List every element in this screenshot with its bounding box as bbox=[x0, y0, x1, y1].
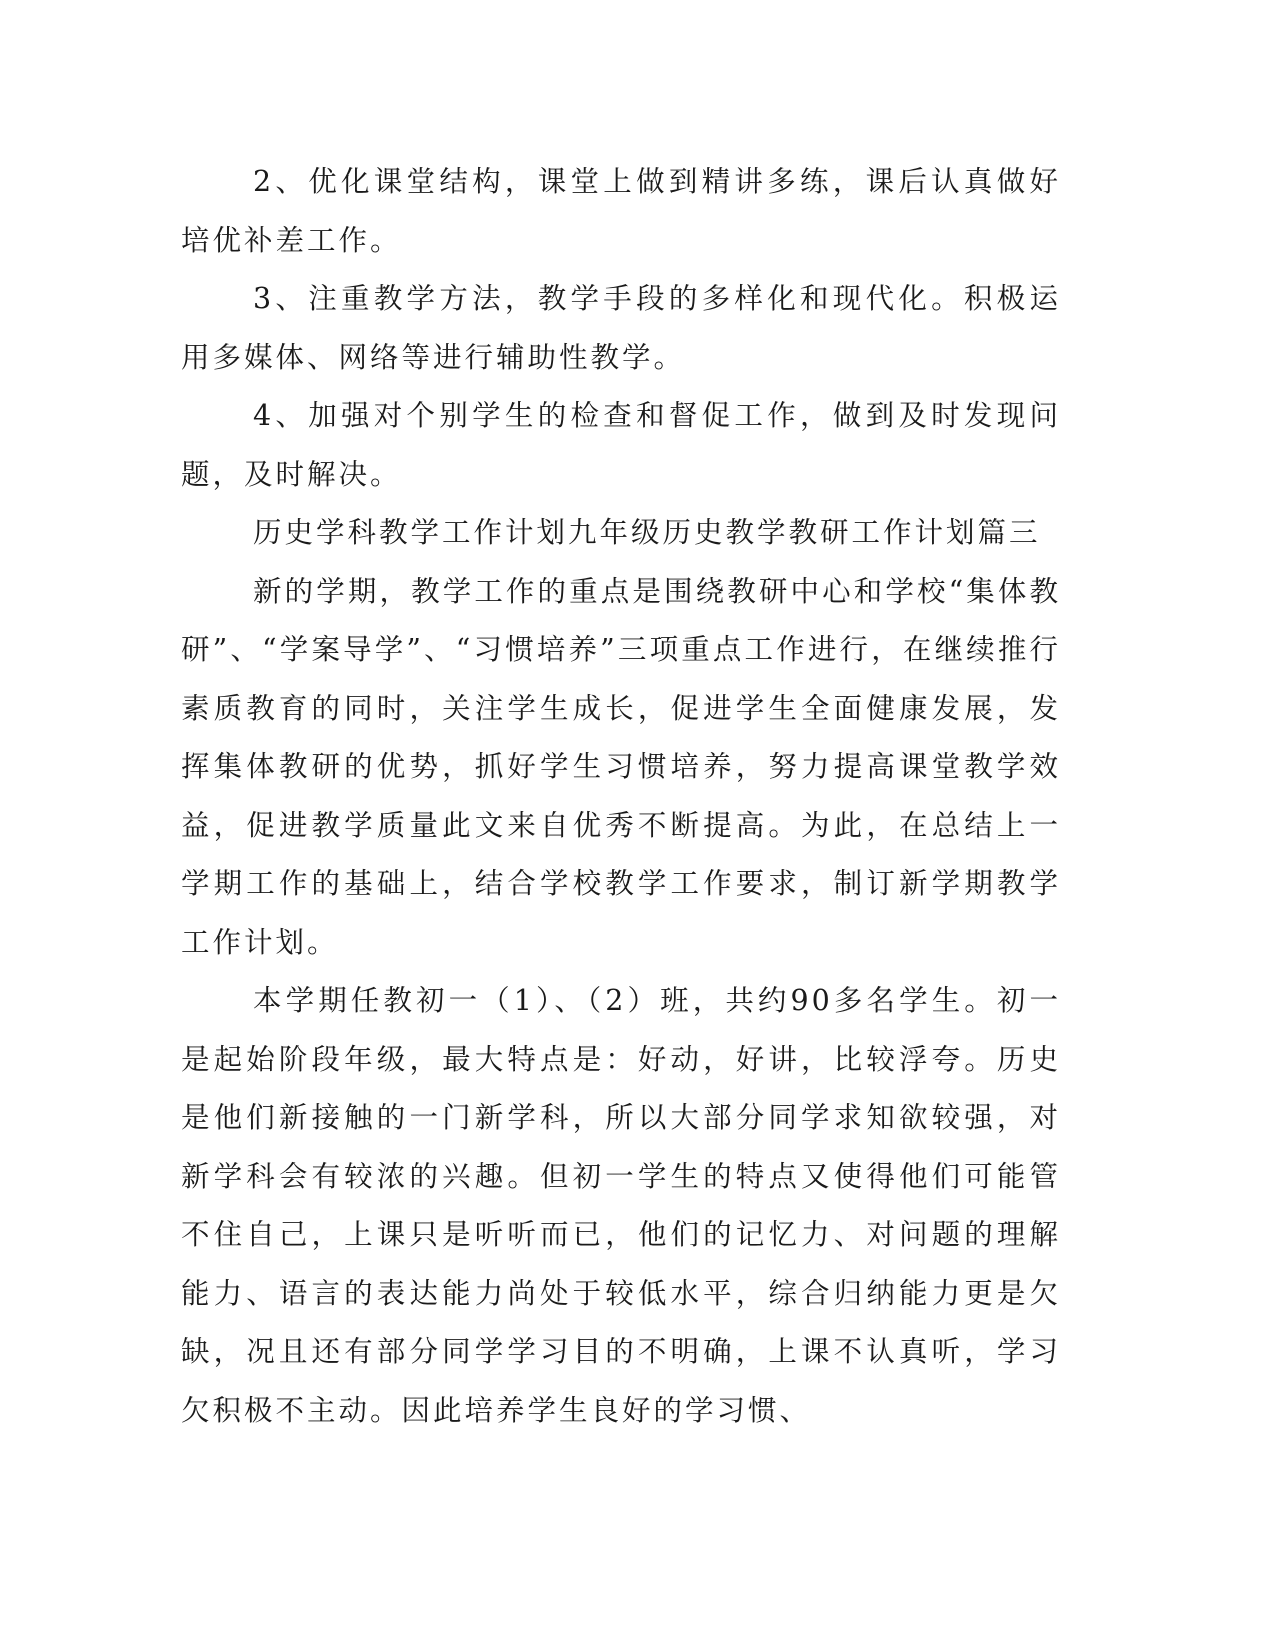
paragraph-item-3: 3、注重教学方法，教学手段的多样化和现代化。积极运用多媒体、网络等进行辅助性教学。 bbox=[181, 282, 1061, 374]
paragraph-item-4: 4、加强对个别学生的检查和督促工作，做到及时发现问题，及时解决。 bbox=[181, 399, 1061, 491]
paragraph-intro: 新的学期，教学工作的重点是围绕教研中心和学校“集体教研”、“学案导学”、“习惯培养”三项重点工作进行，在继续推行素质教育的同时，关注学生成长，促进学生全面健康发展，发挥集体教研的优势，抓好学生习惯培养，努力提高课堂教学效益，促进教学质量此文来自优秀不断提高。为此，在总结上一学期工作的基础上，结合学校教学工作要求，制订新学期教学工作计划。 bbox=[181, 574, 1061, 959]
section-heading: 历史学科教学工作计划九年级历史教学教研工作计划篇三 bbox=[253, 516, 1041, 549]
paragraph-item-2: 2、优化课堂结构，课堂上做到精讲多练，课后认真做好培优补差工作。 bbox=[181, 165, 1061, 257]
body-text bbox=[181, 153, 1061, 1440]
paragraph-class-analysis: 本学期任教初一（1）、（2）班，共约90多名学生。初一是起始阶段年级，最大特点是：好动，好讲，比较浮夸。历史是他们新接触的一门新学科，所以大部分同学求知欲较强，对新学科会有较浓的兴趣。但初一学生的特点又使得他们可能管不住自己，上课只是听听而已，他们的记忆力、对问题的理解能力、语言的表达能力尚处于较低水平，综合归纳能力更是欠缺，况且还有部分同学学习目的不明确，上课不认真听，学习欠积极不主动。因此培养学生良好的学习惯、 bbox=[181, 984, 1061, 1427]
